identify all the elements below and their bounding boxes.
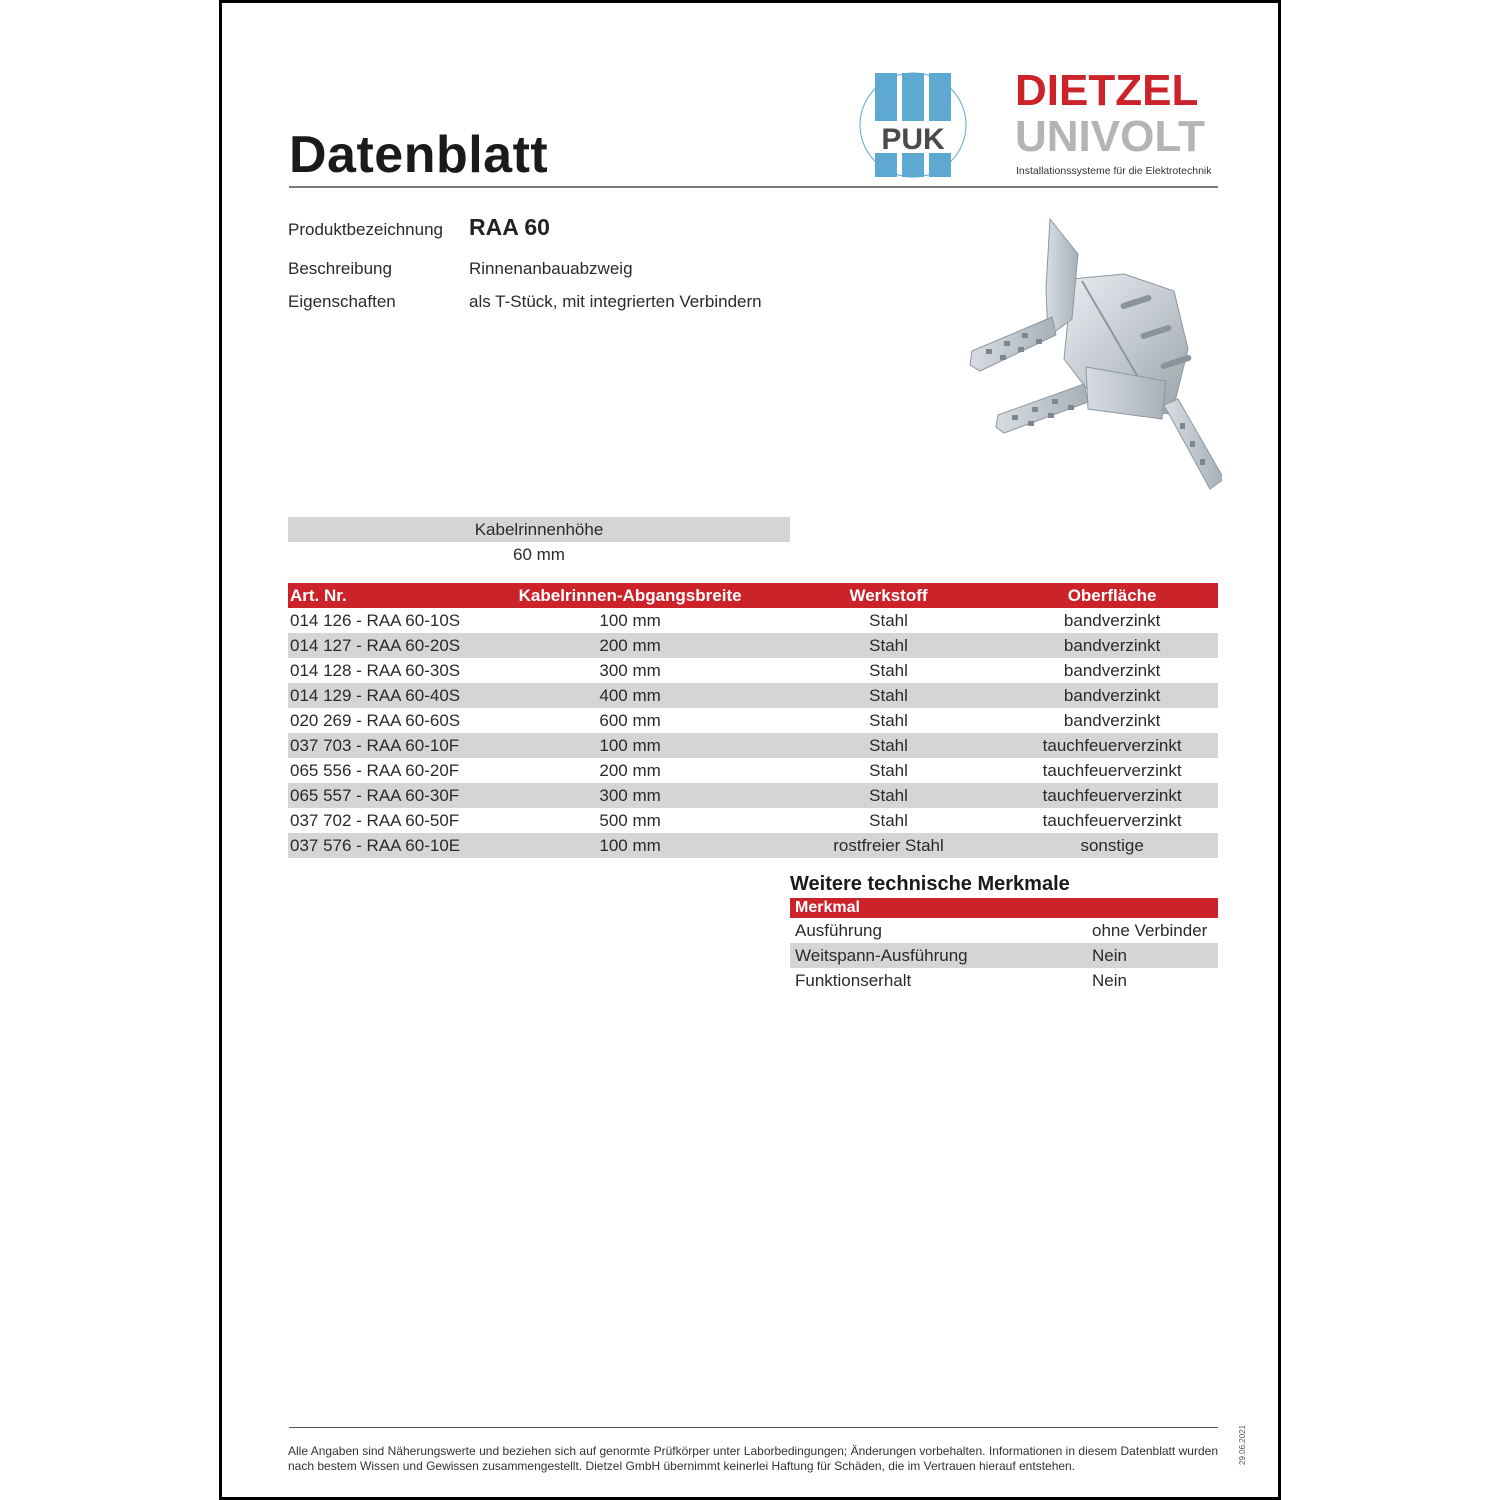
cell-oberflaeche: bandverzinkt [1006,683,1218,708]
cell-breite: 200 mm [599,760,661,780]
cell-breite: 200 mm [489,633,770,658]
product-image [952,209,1222,499]
brand-tagline: Installationssysteme für die Elektrotechnik [1016,165,1212,177]
cell-breite: 100 mm [489,833,770,858]
product-properties: als T-Stück, mit integrierten Verbindern [469,292,762,311]
cell-art-nr: 037 703 - RAA 60-10F [288,733,489,758]
table-row [288,633,1218,658]
feature-value: Nein [1087,943,1218,968]
height-label: Kabelrinnenhöhe [288,517,790,542]
cell-breite: 500 mm [599,810,661,830]
features-title: Weitere technische Merkmale [790,873,1070,895]
cell-art-nr: 014 126 - RAA 60-10S [290,610,461,630]
cell-oberflaeche: tauchfeuerverzinkt [1042,760,1182,780]
table-row [288,733,1218,758]
cell-oberflaeche: tauchfeuerverzinkt [1006,733,1218,758]
product-name: RAA 60 [469,214,550,240]
cell-oberflaeche: bandverzinkt [1063,610,1161,630]
feature-key: Ausführung [795,920,882,940]
col-oberflaeche: Oberfläche [1006,583,1218,608]
cell-breite: 300 mm [489,783,770,808]
cell-oberflaeche: sonstige [1006,833,1218,858]
cell-breite: 100 mm [599,610,661,630]
features-table [790,898,1218,993]
cell-breite: 300 mm [599,660,661,680]
feature-value: ohne Verbinder [1092,920,1208,940]
feature-key: Weitspann-Ausführung [790,943,1087,968]
cell-breite: 400 mm [489,683,770,708]
col-werkstoff: Werkstoff [771,583,1006,608]
cell-werkstoff: Stahl [869,660,908,680]
col-merkmal: Merkmal [790,898,1218,918]
field-label-beschreibung: Beschreibung [288,259,392,278]
cell-oberflaeche: bandverzinkt [1006,633,1218,658]
puk-logo [857,69,969,181]
features-table-header [790,898,1218,918]
table-row [288,758,1218,783]
cell-oberflaeche: bandverzinkt [1063,710,1161,730]
table-row [288,783,1218,808]
col-abgangsbreite: Kabelrinnen-Abgangsbreite [489,583,770,608]
feature-row [790,943,1218,968]
cell-werkstoff: Stahl [869,810,908,830]
cell-werkstoff: Stahl [869,710,908,730]
cell-werkstoff: Stahl [771,783,1006,808]
cell-oberflaeche: tauchfeuerverzinkt [1006,783,1218,808]
cell-oberflaeche: bandverzinkt [1063,660,1161,680]
feature-value: Nein [1092,970,1127,990]
field-label-produktbezeichnung: Produktbezeichnung [288,220,444,239]
article-table-header [288,583,1218,608]
datasheet-page [219,0,1281,1500]
cell-art-nr: 065 557 - RAA 60-30F [288,783,489,808]
cell-art-nr: 037 702 - RAA 60-50F [290,810,460,830]
col-art-nr: Art. Nr. [288,583,489,608]
cell-art-nr: 014 129 - RAA 60-40S [288,683,489,708]
table-row [288,608,1218,633]
document-date: 29.06.2021 [1238,1424,1247,1465]
page-title: Datenblatt [289,126,549,184]
height-box [288,517,790,567]
cell-werkstoff: Stahl [869,610,908,630]
product-description: Rinnenanbauabzweig [469,259,633,278]
cell-werkstoff: rostfreier Stahl [771,833,1006,858]
svg-text:PUK: PUK [881,123,945,156]
table-row [288,708,1218,733]
cell-art-nr: 065 556 - RAA 60-20F [290,760,460,780]
table-row [288,833,1218,858]
cell-werkstoff: Stahl [771,733,1006,758]
height-value: 60 mm [513,545,565,564]
table-row [288,658,1218,683]
cell-werkstoff: Stahl [771,683,1006,708]
cell-art-nr: 014 128 - RAA 60-30S [290,660,461,680]
cell-breite: 600 mm [599,710,661,730]
cell-breite: 100 mm [489,733,770,758]
cell-oberflaeche: tauchfeuerverzinkt [1042,810,1182,830]
footer-divider [289,1427,1218,1428]
article-table [288,583,1218,858]
cell-werkstoff: Stahl [771,633,1006,658]
cell-werkstoff: Stahl [869,760,908,780]
field-label-eigenschaften: Eigenschaften [288,292,396,311]
disclaimer-text: Alle Angaben sind Näherungswerte und beziehen sich auf genormte Prüfkörper unter Laborbedingungen; Änderungen vorbehalten. Informationen in diesem Datenblatt wurden nach bestem Wissen und Gewissen zusammengestellt. Dietzel GmbH übernimmt keinerlei Haftung für Schäden, die im Vertrauen hierauf entstehen. [288,1444,1218,1473]
brand-univolt: UNIVOLT [1015,112,1205,161]
cell-art-nr: 014 127 - RAA 60-20S [288,633,489,658]
cell-art-nr: 020 269 - RAA 60-60S [290,710,461,730]
table-row [288,683,1218,708]
feature-row [790,968,1218,993]
table-row [288,808,1218,833]
header-divider [289,186,1218,188]
feature-row [790,918,1218,943]
brand-dietzel: DIETZEL [1015,66,1199,115]
feature-key: Funktionserhalt [795,970,912,990]
cell-art-nr: 037 576 - RAA 60-10E [288,833,489,858]
